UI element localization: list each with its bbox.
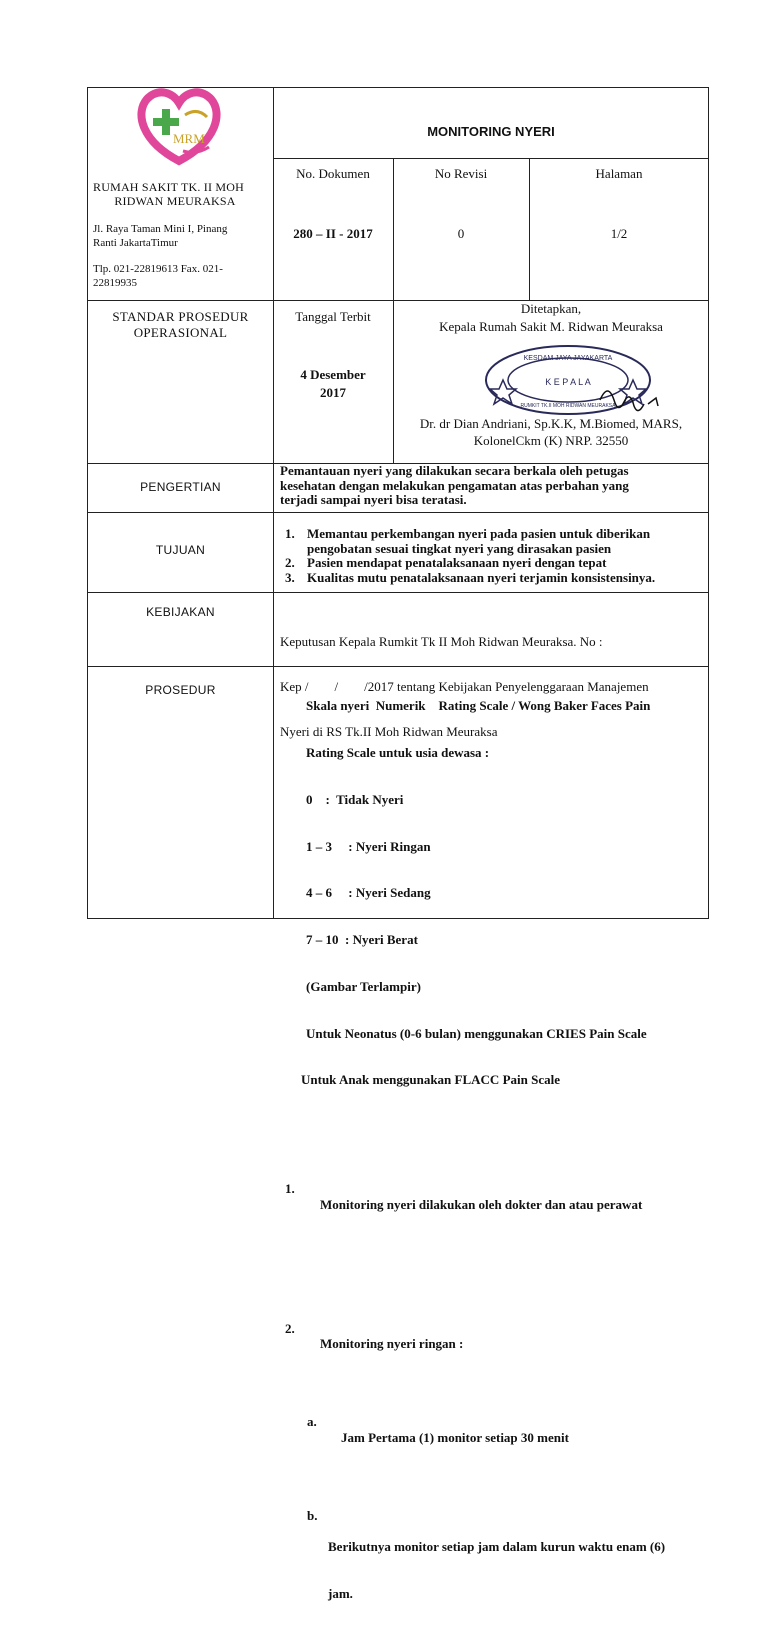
tanggal-terbit-value: [274, 366, 392, 402]
tanggal-line1: 4 Desember: [300, 367, 366, 382]
list-number: 2.: [285, 1320, 295, 1336]
step-text: Monitoring nyeri dilakukan oleh dokter dan atau perawat: [320, 1196, 643, 1212]
list-item-text: Pasien mendapat penatalaksanaan nyeri dengan tepat: [307, 555, 607, 570]
no-revisi-label: No Revisi: [434, 166, 488, 181]
ditetapkan-text: Ditetapkan,: [520, 301, 582, 316]
list-number: 1.: [285, 526, 295, 541]
list-number: 3.: [285, 569, 295, 585]
stamp-text-mid: K E P A L A: [545, 377, 591, 387]
no-revisi-value: 0: [457, 226, 465, 241]
prosedur-label: PROSEDUR: [145, 683, 216, 697]
prosedur-step-1: [275, 1165, 707, 1227]
pengertian-label: PENGERTIAN: [140, 480, 221, 494]
pengertian-text: [280, 464, 704, 508]
list-item-text: Kualitas mutu penatalaksanaan nyeri terjamin konsistensinya.: [307, 569, 656, 585]
sop-label-line1: STANDAR PROSEDUR: [112, 309, 249, 324]
signer-name: Dr. dr Dian Andriani, Sp.K.K, M.Biomed, MARS,: [419, 416, 683, 431]
hospital-phone-line2: 22819935: [93, 277, 137, 289]
hospital-name-line1: RUMAH SAKIT TK. II MOH: [93, 180, 244, 194]
neonatus-note: Untuk Neonatus (0-6 bulan) menggunakan CRIES Pain Scale: [306, 1025, 647, 1041]
stamp-text-top: KESDAM JAYA JAYAKARTA: [523, 355, 613, 362]
list-number: 2.: [285, 555, 295, 570]
hospital-phone: [93, 262, 269, 290]
kebijakan-line2: Kep / / /2017 tentang Kebijakan Penyelenggaraan Manajemen: [280, 679, 649, 694]
kepala-text: Kepala Rumah Sakit M. Ridwan Meuraksa: [439, 319, 663, 334]
document-title: MONITORING NYERI: [427, 124, 555, 139]
signer-rank: KolonelCkm (K) NRP. 32550: [473, 433, 629, 448]
title-row-divider: [273, 158, 709, 159]
tanggal-terbit-label: Tanggal Terbit: [295, 309, 371, 324]
kebijakan-label: KEBIJAKAN: [146, 605, 215, 619]
table-border-left: [87, 87, 88, 919]
sub-list-letter: b.: [307, 1507, 318, 1523]
prosedur-step-2: [275, 1305, 707, 1367]
pengertian-row-divider: [87, 512, 709, 513]
ditetapkan-block: [394, 300, 708, 336]
prosedur-content: [275, 667, 707, 1648]
signature: [596, 380, 666, 420]
kebijakan-line1: Keputusan Kepala Rumkit Tk II Moh Ridwan Meuraksa. No :: [280, 634, 603, 649]
signer-block: [394, 415, 708, 449]
sop-label: [88, 309, 273, 341]
sop-label-line2: OPERASIONAL: [133, 325, 228, 340]
logo-text: MRM: [173, 131, 205, 146]
tanggal-line2: 2017: [320, 385, 346, 400]
sub-list-letter: a.: [307, 1414, 317, 1430]
hospital-name-line2: RIDWAN MEURAKSA: [114, 194, 236, 208]
no-dokumen-label: No. Dokumen: [296, 166, 370, 181]
tujuan-row-divider: [87, 592, 709, 593]
pengertian-line2: kesehatan dengan melakukan pengamatan atas perbahan yang: [280, 477, 629, 493]
pain-level: 1 – 3 : Nyeri Ringan: [306, 838, 431, 854]
anak-note: Untuk Anak menggunakan FLACC Pain Scale: [301, 1072, 560, 1088]
halaman-value: 1/2: [610, 226, 628, 241]
scale-line1: Skala nyeri Numerik Rating Scale / Wong Baker Faces Pain: [306, 698, 651, 714]
pain-level: 0 : Tidak Nyeri: [306, 791, 404, 807]
list-item: [275, 571, 707, 586]
pengertian-line3: terjadi sampai nyeri bisa teratasi.: [280, 492, 467, 507]
halaman-label: Halaman: [595, 166, 643, 181]
list-item: [275, 527, 707, 556]
hospital-logo: [133, 85, 225, 167]
table-border-right: [708, 87, 709, 919]
list-item-text: Memantau perkembangan nyeri pada pasien untuk diberikan: [307, 526, 651, 541]
hospital-name: [93, 180, 269, 208]
pengertian-line1: Pemantauan nyeri yang dilakukan secara berkala oleh petugas: [280, 463, 629, 478]
sub-step-text: jam.: [328, 1585, 353, 1601]
sub-step-text: Berikutnya monitor setiap jam dalam kurun waktu enam (6): [328, 1539, 666, 1555]
kebijakan-line3: Nyeri di RS Tk.II Moh Ridwan Meuraksa: [280, 724, 498, 739]
step-text: Monitoring nyeri ringan :: [320, 1336, 464, 1352]
list-item: [275, 556, 707, 571]
hospital-address: [93, 222, 269, 250]
tujuan-label: TUJUAN: [155, 543, 206, 557]
tujuan-list: [275, 527, 707, 585]
list-number: 1.: [285, 1181, 295, 1196]
pain-level: 7 – 10 : Nyeri Berat: [306, 932, 418, 948]
stamp-text-bottom: RUMKIT TK.II MOH RIDWAN MEURAKSA: [520, 403, 616, 409]
hospital-phone-line1: Tlp. 021-22819613 Fax. 021-: [93, 263, 223, 275]
hospital-address-line1: Jl. Raya Taman Mini I, Pinang: [93, 223, 228, 235]
pain-level: 4 – 6 : Nyeri Sedang: [306, 885, 431, 901]
prosedur-sub-b: [275, 1492, 707, 1632]
gambar-note: (Gambar Terlampir): [306, 978, 421, 994]
list-item-text: pengobatan sesuai tingkat nyeri yang dirasakan pasien: [307, 540, 612, 556]
scale-line2: Rating Scale untuk usia dewasa :: [306, 744, 490, 760]
prosedur-sub-a: [275, 1399, 707, 1461]
no-dokumen-value: 280 – II - 2017: [293, 226, 373, 241]
hospital-address-line2: Ranti JakartaTimur: [93, 237, 178, 249]
sub-step-text: Jam Pertama (1) monitor setiap 30 menit: [341, 1429, 569, 1445]
column-divider-main: [273, 87, 274, 919]
